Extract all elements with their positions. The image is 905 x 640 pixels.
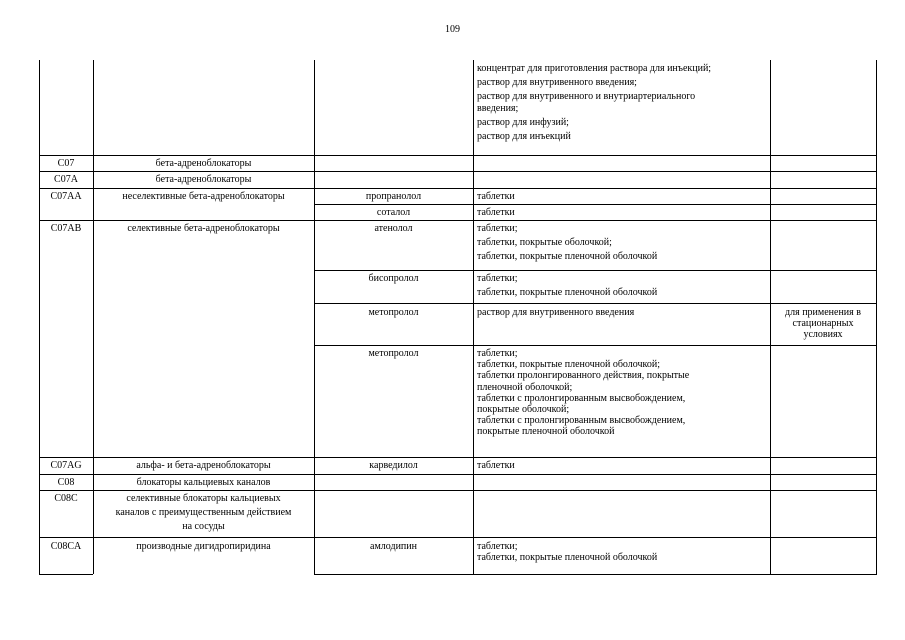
- drug-name: бисопролол: [368, 273, 419, 284]
- dosage-forms: [477, 223, 767, 263]
- atc-code: C08: [57, 477, 75, 488]
- drug-name: амлодипин: [370, 541, 417, 552]
- form-line: концентрат для приготовления раствора для инъекций;: [477, 63, 712, 74]
- note-line: стационарных: [792, 318, 854, 330]
- form-line: раствор для инфузий;: [477, 116, 569, 128]
- atc-code: C07AG: [50, 460, 82, 471]
- drug-name: карведилол: [369, 460, 418, 471]
- form-line: таблетки, покрытые пленочной оболочкой: [477, 251, 658, 263]
- group-line: на сосуды: [182, 521, 225, 533]
- drug-name: атенолол: [374, 223, 413, 234]
- group-name: селективные бета-адреноблокаторы: [127, 223, 280, 234]
- form-line: таблетки, покрытые пленочной оболочкой: [477, 552, 658, 564]
- form-line: раствор для инъекций: [477, 131, 571, 143]
- form-line: таблетки;: [477, 541, 518, 552]
- group-name: [93, 493, 314, 533]
- atc-code: C07AB: [50, 223, 82, 234]
- group-name: неселективные бета-адреноблокаторы: [122, 191, 285, 202]
- form-line: таблетки, покрытые оболочкой;: [477, 237, 612, 249]
- dosage-form: таблетки: [477, 191, 515, 202]
- form-line: раствор для внутривенного введения;: [477, 77, 637, 89]
- atc-code: C08C: [54, 493, 78, 504]
- form-line: пленочной оболочкой;: [477, 381, 573, 393]
- dosage-form: таблетки: [477, 460, 515, 471]
- group-name: бета-адреноблокаторы: [155, 158, 252, 169]
- group-line: селективные блокаторы кальциевых: [126, 493, 281, 504]
- form-line: раствор для внутривенного и внутриартериального: [477, 91, 696, 103]
- form-line: таблетки с пролонгированным высвобождением,: [477, 392, 686, 404]
- form-line: таблетки;: [477, 348, 518, 359]
- group-name: альфа- и бета-адреноблокаторы: [136, 460, 271, 471]
- note-line: для применения в: [785, 307, 861, 318]
- form-line: покрытые пленочной оболочкой: [477, 426, 615, 438]
- drug-name: метопролол: [368, 348, 419, 359]
- group-name: производные дигидропиридина: [136, 541, 271, 552]
- dosage-form: таблетки: [477, 207, 515, 218]
- page-number: 109: [445, 24, 460, 35]
- form-line: таблетки с пролонгированным высвобождением,: [477, 415, 686, 427]
- group-line: каналов с преимущественным действием: [115, 507, 292, 519]
- form-line: таблетки, покрытые пленочной оболочкой: [477, 287, 658, 299]
- form-line: покрытые оболочкой;: [477, 404, 570, 416]
- form-line: таблетки пролонгированного действия, покрытые: [477, 370, 690, 382]
- table-row-continuation-forms: [477, 63, 767, 142]
- atc-code: C07AA: [50, 191, 82, 202]
- drug-name: пропранолол: [365, 191, 422, 202]
- group-name: бета-адреноблокаторы: [155, 174, 252, 185]
- group-name: блокаторы кальциевых каналов: [136, 477, 271, 488]
- dosage-forms: [477, 348, 767, 438]
- atc-code: C07: [57, 158, 75, 169]
- form-line: таблетки, покрытые пленочной оболочкой;: [477, 359, 661, 371]
- atc-code: C07A: [54, 174, 78, 185]
- drug-name: метопролол: [368, 307, 419, 318]
- drug-name: соталол: [376, 207, 411, 218]
- usage-note: [770, 307, 876, 341]
- form-line: введения;: [477, 102, 519, 114]
- dosage-forms: [477, 273, 767, 298]
- dosage-forms: [477, 541, 767, 563]
- dosage-form: раствор для внутривенного введения: [477, 307, 635, 318]
- note-line: условиях: [803, 329, 843, 341]
- form-line: таблетки;: [477, 223, 518, 234]
- atc-code: C08CA: [50, 541, 82, 552]
- form-line: таблетки;: [477, 273, 518, 284]
